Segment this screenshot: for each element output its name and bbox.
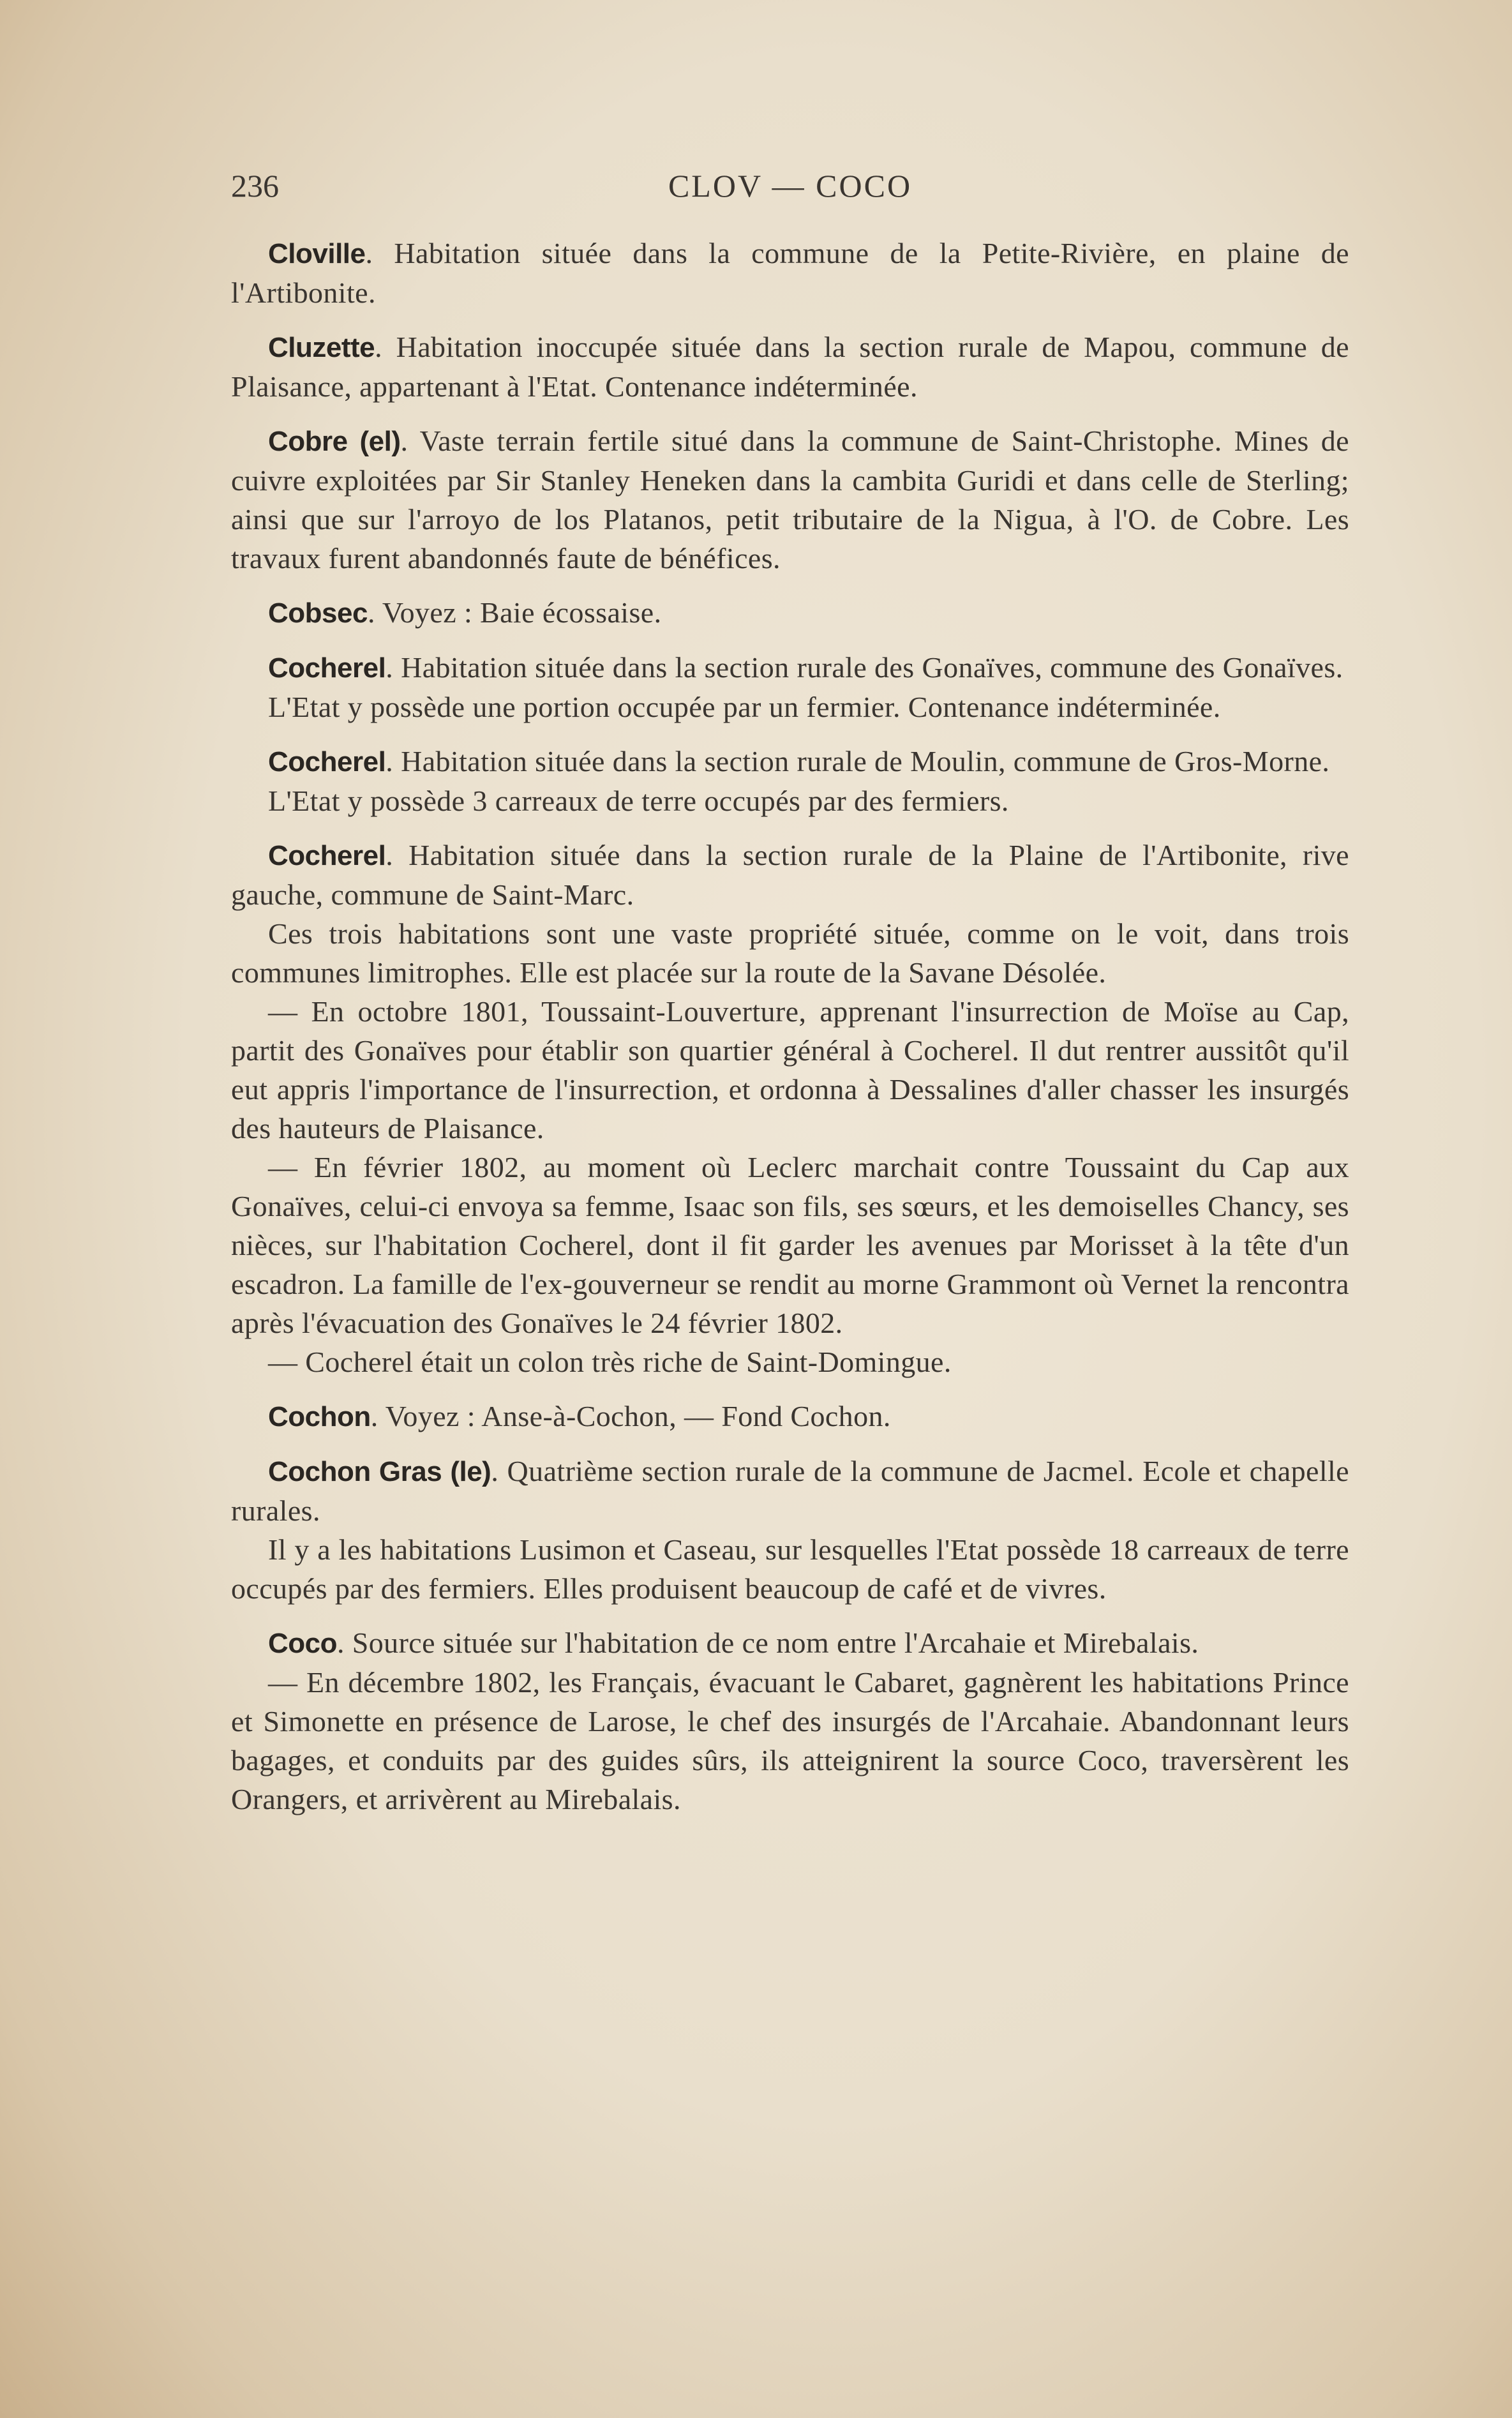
entry-definition: [231, 234, 1349, 312]
dictionary-entry: [231, 1452, 1349, 1608]
paragraph-text: . Voyez : Baie écossaise.: [367, 596, 662, 629]
entry-definition: [231, 1623, 1349, 1663]
dictionary-entry: [231, 234, 1349, 312]
entry-headword: Cocherel: [268, 652, 386, 684]
entry-paragraph: [231, 781, 1349, 820]
paragraph-text: L'Etat y possède 3 carreaux de terre occupés par des fermiers.: [268, 785, 1009, 817]
entry-paragraph: [231, 992, 1349, 1148]
entry-headword: Cochon: [268, 1401, 371, 1432]
paragraph-text: . Habitation située dans la section rurale de Moulin, commune de Gros-Morne.: [385, 745, 1330, 777]
entry-headword: Coco: [268, 1628, 337, 1659]
dictionary-entry: [231, 742, 1349, 820]
paragraph-text: . Voyez : Anse-à-Cochon, — Fond Cochon.: [370, 1400, 891, 1432]
entry-headword: Cocherel: [268, 840, 386, 871]
paragraph-text: . Habitation située dans la section rurale de la Plaine de l'Artibonite, rive gauche, commune de Saint-Marc.: [231, 839, 1349, 911]
paragraph-text: . Habitation située dans la commune de la Petite-Rivière, en plaine de l'Artibonite.: [231, 237, 1349, 309]
dictionary-entry: [231, 421, 1349, 578]
paragraph-text: — En février 1802, au moment où Leclerc marchait contre Toussaint du Cap aux Gonaïves, celui-ci envoya sa femme, Isaac son fils, ses sœurs, et les demoiselles Chancy, ses nièces, sur l'habitation Cocherel, dont il fit garder les avenues par Morisset à la tête d'un escadron. La famille de l'ex-gouverneur se rendit au morne Grammont où Vernet la rencontra après l'évacuation des Gonaïves le 24 février 1802.: [231, 1151, 1349, 1339]
entry-definition: [231, 648, 1349, 687]
dictionary-entry: [231, 327, 1349, 406]
paragraph-text: . Source située sur l'habitation de ce nom entre l'Arcahaie et Mirebalais.: [337, 1626, 1199, 1659]
paragraph-text: . Habitation inoccupée située dans la section rurale de Mapou, commune de Plaisance, appartenant à l'Etat. Contenance indéterminée.: [231, 331, 1349, 403]
dictionary-entry: [231, 1397, 1349, 1436]
paragraph-text: L'Etat y possède une portion occupée par un fermier. Contenance indéterminée.: [268, 691, 1221, 723]
running-title: CLOV — COCO: [668, 168, 913, 204]
page-number: 236: [231, 168, 279, 204]
paragraph-text: — En décembre 1802, les Français, évacuant le Cabaret, gagnèrent les habitations Prince et Simonette en présence de Larose, le chef des insurgés de l'Arcahaie. Abandonnant leurs bagages, et conduits par des guides sûrs, ils atteignirent la source Coco, traversèrent les Orangers, et arrivèrent au Mirebalais.: [231, 1666, 1349, 1815]
entry-definition: [231, 1397, 1349, 1436]
paragraph-text: — Cocherel était un colon très riche de Saint-Domingue.: [268, 1346, 952, 1378]
entry-paragraph: [231, 1663, 1349, 1819]
paragraph-text: . Quatrième section rurale de la commune de Jacmel. Ecole et chapelle rurales.: [231, 1455, 1349, 1527]
entry-definition: [231, 327, 1349, 406]
paragraph-text: Ces trois habitations sont une vaste propriété située, comme on le voit, dans trois communes limitrophes. Elle est placée sur la route de la Savane Désolée.: [231, 917, 1349, 989]
entry-paragraph: [231, 1148, 1349, 1342]
entry-headword: Cobre (el): [268, 426, 401, 457]
entry-headword: Cocherel: [268, 746, 386, 777]
entry-definition: [231, 836, 1349, 914]
dictionary-entry: [231, 836, 1349, 1381]
entry-definition: [231, 1452, 1349, 1530]
entry-headword: Cluzette: [268, 332, 375, 363]
entry-definition: [231, 593, 1349, 633]
entry-headword: Cobsec: [268, 597, 368, 629]
dictionary-entry: [231, 648, 1349, 726]
entry-headword: Cochon Gras (le): [268, 1456, 491, 1487]
dictionary-entry: [231, 593, 1349, 633]
entry-definition: [231, 742, 1349, 781]
entry-paragraph: [231, 1530, 1349, 1608]
entry-headword: Cloville: [268, 238, 366, 269]
paragraph-text: . Vaste terrain fertile situé dans la commune de Saint-Christophe. Mines de cuivre exploitées par Sir Stanley Heneken dans la cambita Guridi et dans celle de Sterling; ainsi que sur l'arroyo de los Platanos, petit tributaire de la Nigua, à l'O. de Cobre. Les travaux furent abandonnés faute de bénéfices.: [231, 424, 1349, 574]
entry-paragraph: [231, 1342, 1349, 1381]
paragraph-text: . Habitation située dans la section rurale des Gonaïves, commune des Gonaïves.: [385, 651, 1344, 684]
entry-paragraph: [231, 687, 1349, 726]
dictionary-entries: [231, 234, 1349, 1819]
dictionary-entry: [231, 1623, 1349, 1819]
book-page: [231, 167, 1349, 1819]
paragraph-text: — En octobre 1801, Toussaint-Louverture, apprenant l'insurrection de Moïse au Cap, partit des Gonaïves pour établir son quartier général à Cocherel. Il dut rentrer aussitôt qu'il eut appris l'importance de l'insurrection, et ordonna à Dessalines d'aller chasser les insurgés des hauteurs de Plaisance.: [231, 995, 1349, 1145]
paragraph-text: Il y a les habitations Lusimon et Caseau, sur lesquelles l'Etat possède 18 carreaux de terre occupés par des fermiers. Elles produisent beaucoup de café et de vivres.: [231, 1533, 1349, 1605]
entry-paragraph: [231, 914, 1349, 992]
entry-definition: [231, 421, 1349, 578]
page-header: [231, 167, 1349, 218]
